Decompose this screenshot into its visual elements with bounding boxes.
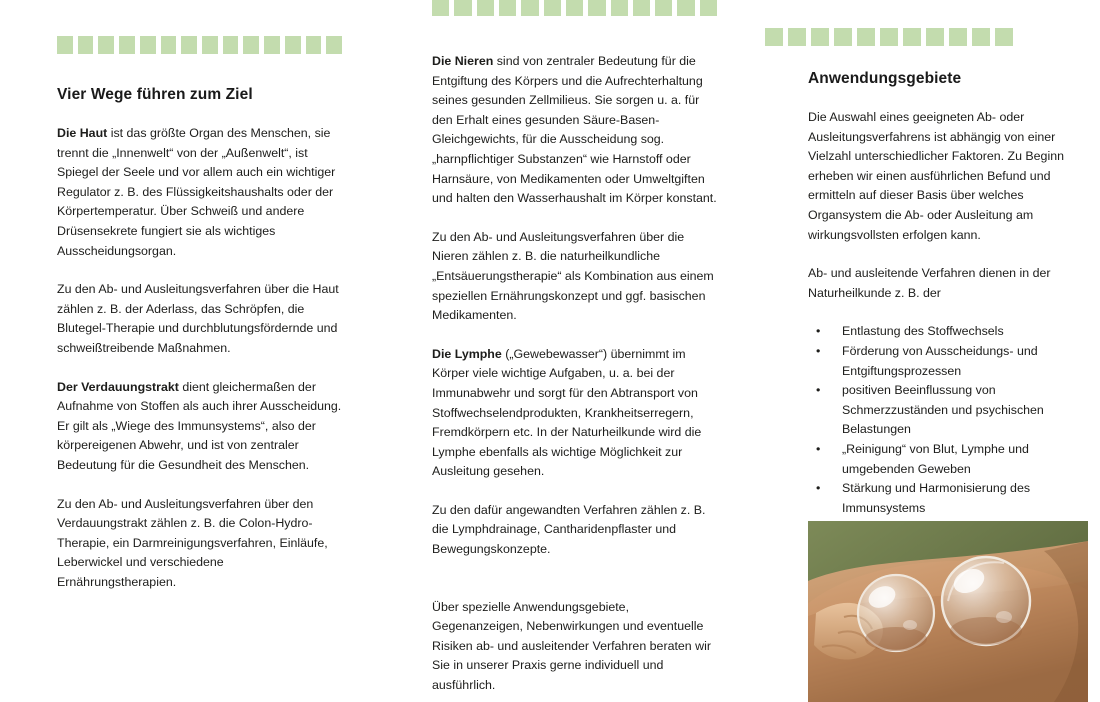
column-left [57,86,342,592]
paragraph [432,345,717,482]
paragraph-text: Ab- und ausleitende Verfahren dienen in der Naturheilkunde z. B. der [808,266,1051,300]
paragraph [57,124,342,261]
paragraph-text: dient gleichermaßen der Aufnahme von Stoffen als auch ihrer Ausscheidung. Er gilt als „Wiege des Immunsystems“, also der körpereigenen Abwehr, und ist von zentraler Bedeutung für die Gesundheit des Menschen. [57,379,342,472]
paragraph [432,501,717,560]
benefits-list [808,322,1090,518]
paragraph [57,280,342,358]
paragraph-lead: Die Haut [57,126,108,140]
paragraph-text: („Gewebewasser“) übernimmt im Körper viele wichtige Aufgaben, u. a. bei der Immunabwehr und sorgt für den Abtransport von Stoffwechselendprodukten, Krankheitserregern, Fremdkörpern etc. In der Naturheilkunde wird die Lymphe ebenfalls als wichtige Möglichkeit zur Ausleitung gesehen. [432,346,702,479]
paragraph [432,52,717,209]
decorative-square-bar-right [765,28,1047,46]
paragraph-lead: Der Verdauungstrakt [57,379,179,394]
paragraph-lead: Die Lymphe [432,346,502,361]
list-item: • positiven Beeinflussung von Schmerzzuständen und psychischen Belastungen [808,381,1090,440]
list-item: • Förderung von Ausscheidungs- und Entgiftungsprozessen [808,342,1090,381]
list-item: • Stärkung und Harmonisierung des Immunsystems [808,479,1090,518]
page-title: Vier Wege führen zum Ziel [57,86,253,103]
decorative-square-bar-left [57,36,342,54]
decorative-square-bar-middle [432,0,717,16]
column-middle [432,52,717,696]
list-item: • Entlastung des Stoffwechsels [808,322,1090,342]
paragraph [432,228,717,326]
paragraph-text: Zu den Ab- und Ausleitungsverfahren über den Verdauungstrakt zählen z. B. die Colon-Hydro-Therapie, ein Darmreinigungsverfahren, Einläufe, Leberwickel und verschiedene Ernährungstherapien. [57,496,328,589]
paragraph [432,598,717,696]
paragraph-text: ist das größte Organ des Menschen, sie trennt die „Innenwelt“ von der „Außenwelt“, ist Spiegel der Seele und vor allem auch ein wichtiger Regulator z. B. des Flüssigkeitshaushalts oder der Körpertemperatur. Über Schweiß und andere Drüsensekrete fungiert sie als wichtiges Ausscheidungsorgan. [57,126,336,258]
paragraph [808,264,1090,303]
paragraph [808,108,1090,245]
cupping-therapy-photo [808,521,1088,702]
photo-illustration [808,521,1088,702]
paragraph [57,378,342,476]
paragraph-text: Zu den dafür angewandten Verfahren zählen z. B. die Lymphdrainage, Cantharidenpflaster und Bewegungskonzepte. [432,502,706,557]
paragraph-lead: Die Nieren [432,54,494,68]
paragraph-text: Die Auswahl eines geeigneten Ab- oder Ausleitungsverfahrens ist abhängig von einer Vielzahl unterschiedlicher Faktoren. Zu Beginn erheben wir einen ausführlichen Befund und ermitteln auf dieser Basis über welches Organsystem die Ab- oder Ausleitung am wirkungsvollsten erfolgen kann. [808,110,1064,242]
column-right [808,70,1090,518]
paragraph-text: Zu den Ab- und Ausleitungsverfahren über die Haut zählen z. B. der Aderlass, das Schröpfen, die Blutegel-Therapie und durchblutungsfördernde und schweißtreibende Maßnahmen. [57,282,339,355]
paragraph-text: Zu den Ab- und Ausleitungsverfahren über die Nieren zählen z. B. die naturheilkundliche „Entsäuerungstherapie“ als Kombination aus einem speziellen Ernährungskonzept und ggf. basischen Medikamenten. [432,229,714,323]
section-title-anwendungsgebiete: Anwendungsgebiete [808,70,962,87]
paragraph-text: Über spezielle Anwendungsgebiete, Gegenanzeigen, Nebenwirkungen und eventuelle Risiken ab- und ausleitender Verfahren beraten wir Sie in unserer Praxis gerne individuell und ausführlich. [432,599,711,693]
paragraph [57,495,342,593]
list-item: • „Reinigung“ von Blut, Lymphe und umgebenden Geweben [808,440,1090,479]
paragraph-text: sind von zentraler Bedeutung für die Entgiftung des Körpers und die Aufrechterhaltung seines gesunden Zellmilieus. Sie sorgen u. a. für den Erhalt eines gesunden Säure-Basen-Gleichgewichts, für die Ausscheidung sog. „harnpflichtiger Substanzen“ wie Harnstoff oder Harnsäure, von Medikamenten oder Umweltgiften und halten den Wasserhaushalt im Körper konstant. [432,54,717,206]
